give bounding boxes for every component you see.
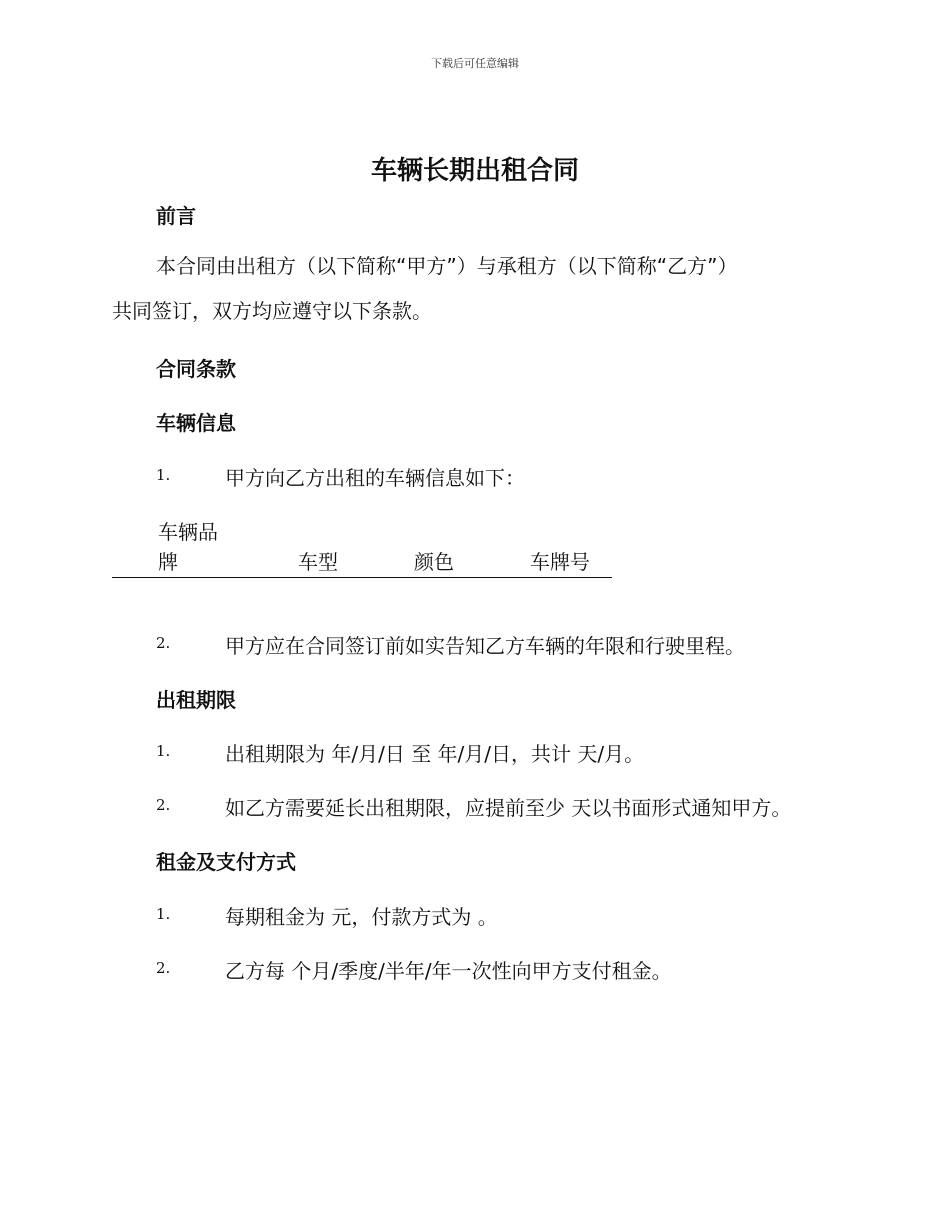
- preface-paragraph-line2: 共同签订，双方均应遵守以下条款。: [112, 299, 432, 323]
- document-title: 车辆长期出租合同: [370, 156, 579, 186]
- list-number: 1.: [156, 742, 171, 760]
- preface-paragraph-line1: 本合同由出租方（以下简称“甲方”）与承租方（以下简称“乙方”）: [156, 254, 738, 278]
- rent-payment-item-1: 每期租金为 元，付款方式为 。: [225, 905, 498, 929]
- rental-period-item-1: 出租期限为 年/月/日 至 年/月/日，共计 天/月。: [225, 742, 645, 766]
- list-number: 1.: [156, 466, 171, 484]
- table-header-color: 颜色: [414, 550, 454, 574]
- table-header-brand-line2: 牌: [158, 550, 178, 574]
- rent-payment-item-2: 乙方每 个月/季度/半年/年一次性向甲方支付租金。: [225, 959, 672, 983]
- vehicle-info-item-2: 甲方应在合同签订前如实告知乙方车辆的年限和行驶里程。: [225, 634, 745, 658]
- table-header-plate: 车牌号: [530, 550, 590, 574]
- table-header-model: 车型: [298, 550, 338, 574]
- vehicle-info-item-1: 甲方向乙方出租的车辆信息如下：: [225, 466, 525, 490]
- rent-payment-heading: 租金及支付方式: [156, 850, 296, 874]
- rental-period-item-2: 如乙方需要延长出租期限，应提前至少 天以书面形式通知甲方。: [225, 796, 792, 820]
- vehicle-info-table: [112, 515, 612, 578]
- preface-heading: 前言: [156, 204, 196, 228]
- terms-heading: 合同条款: [156, 357, 236, 381]
- list-number: 2.: [156, 796, 171, 814]
- table-header-brand-line1: 车辆品: [158, 520, 218, 544]
- list-number: 2.: [156, 959, 171, 977]
- rental-period-heading: 出租期限: [156, 688, 236, 712]
- vehicle-info-heading: 车辆信息: [156, 411, 236, 435]
- list-number: 2.: [156, 634, 171, 652]
- header-note: 下载后可任意编辑: [431, 57, 519, 70]
- list-number: 1.: [156, 905, 171, 923]
